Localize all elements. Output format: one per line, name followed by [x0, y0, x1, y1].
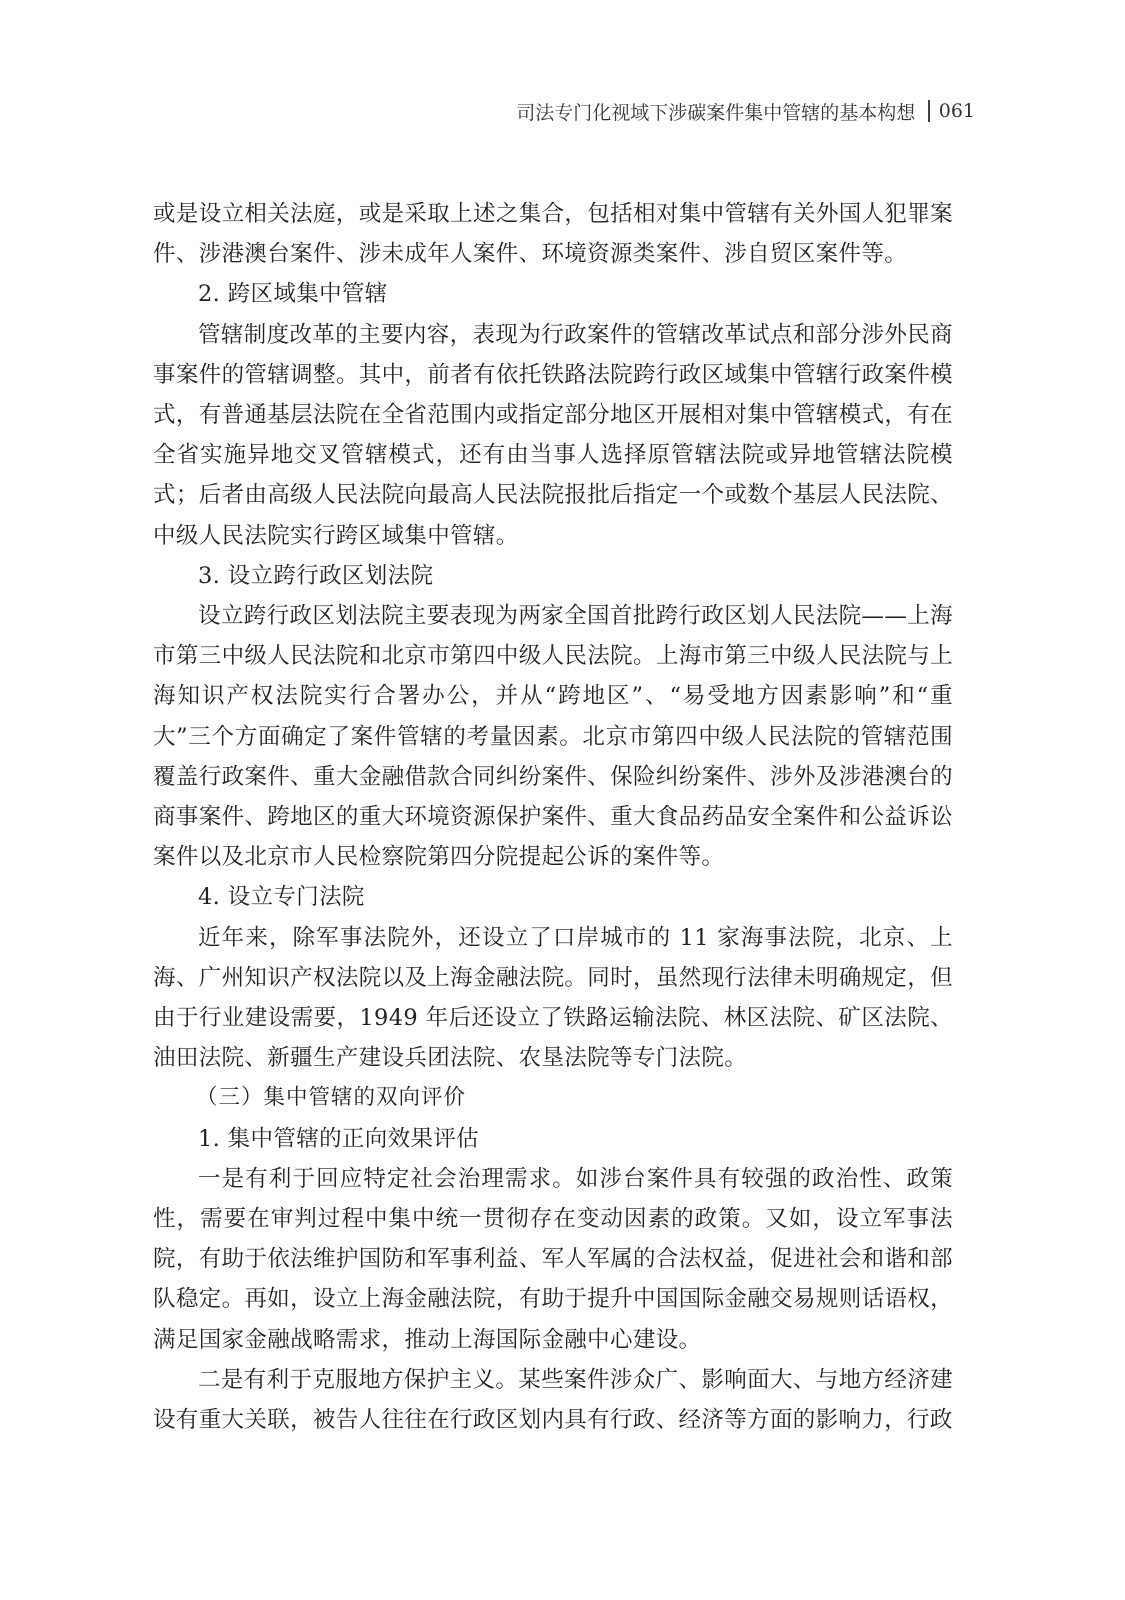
running-title: 司法专门化视域下涉碳案件集中管辖的基本构想 — [516, 101, 916, 124]
section-heading-evaluation: （三）集中管辖的双向评价 — [196, 1085, 467, 1111]
running-header — [516, 97, 975, 125]
subheading-cross-district-courts: 3. 设立跨行政区划法院 — [198, 562, 434, 589]
paragraph-cross-district-courts: 设立跨行政区划法院主要表现为两家全国首批跨行政区划人民法院——上海市第三中级人民法院和北京市第四中级人民法院。上海市第三中级人民法院与上海知识产权法院实行合署办公，并从“跨地区”、“易受地方因素影响”和“重大”三个方面确定了案件管辖的考量因素。北京市第四中级人民法院的管辖范围覆盖行政案件、重大金融借款合同纠纷案件、保险纠纷案件、涉外及涉港澳台的商事案件、跨地区的重大环境资源保护案件、重大食品药品安全案件和公益诉讼案件以及北京市人民检察院第四分院提起公诉的案件等。 — [153, 603, 953, 871]
subheading-positive-effects: 1. 集中管辖的正向效果评估 — [198, 1125, 480, 1152]
page-number: 061 — [938, 100, 975, 122]
header-divider — [928, 100, 930, 122]
paragraph-continued: 或是设立相关法庭，或是采取上述之集合，包括相对集中管辖有关外国人犯罪案件、涉港澳台案件、涉未成年人案件、环境资源类案件、涉自贸区案件等。 — [153, 201, 953, 268]
paragraph-cross-region: 管辖制度改革的主要内容，表现为行政案件的管辖改革试点和部分涉外民商事案件的管辖调整。其中，前者有依托铁路法院跨行政区域集中管辖行政案件模式，有普通基层法院在全省范围内或指定部分地区开展相对集中管辖模式，有在全省实施异地交叉管辖模式，还有由当事人选择原管辖法院或异地管辖法院模式；后者由高级人民法院向最高人民法院报批后指定一个或数个基层人民法院、中级人民法院实行跨区域集中管辖。 — [153, 321, 953, 549]
subheading-cross-region-jurisdiction: 2. 跨区域集中管辖 — [198, 281, 388, 308]
body-text — [153, 194, 953, 1440]
paragraph-positive-effects-2: 二是有利于克服地方保护主义。某些案件涉众广、影响面大、与地方经济建设有重大关联，被告人往往在行政区划内具有行政、经济等方面的影响力，行政 — [153, 1366, 953, 1434]
paragraph-positive-effects-1: 一是有利于回应特定社会治理需求。如涉台案件具有较强的政治性、政策性，需要在审判过程中集中统一贯彻存在变动因素的政策。又如，设立军事法院，有助于依法维护国防和军事利益、军人军属的合法权益，促进社会和谐和部队稳定。再如，设立上海金融法院，有助于提升中国国际金融交易规则话语权，满足国家金融战略需求，推动上海国际金融中心建设。 — [153, 1165, 953, 1353]
subheading-specialized-courts: 4. 设立专门法院 — [198, 884, 365, 911]
paragraph-specialized-courts: 近年来，除军事法院外，还设立了口岸城市的 11 家海事法院，北京、上海、广州知识产权法院以及上海金融法院。同时，虽然现行法律未明确规定，但由于行业建设需要，1949 年后还设立了铁路运输法院、林区法院、矿区法院、油田法院、新疆生产建设兵团法院、农垦法院等专门法院。 — [153, 924, 953, 1072]
